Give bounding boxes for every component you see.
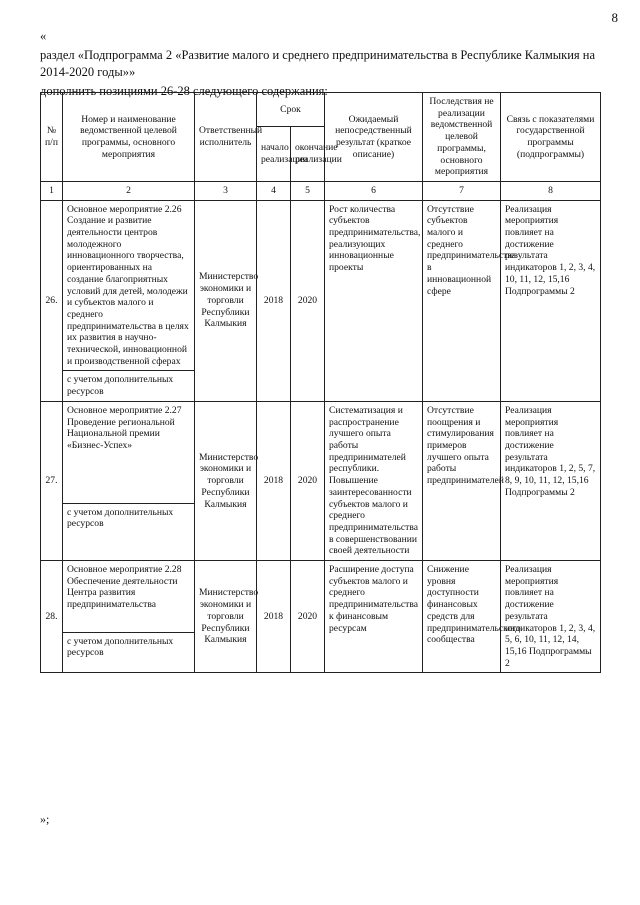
header-executor: Ответственный исполнитель [195,93,257,182]
intro-open-quote: « [40,29,47,43]
executor: Министерство экономики и торговли Республики Калмыкия [195,401,257,560]
start-year: 2018 [257,561,291,673]
additional-resources: с учетом дополнительных ресурсов [63,503,195,560]
end-year: 2020 [291,401,325,560]
expected-result: Систематизация и распространение лучшего опыта работы предпринимателей республики. Повышение заинтересованности субъектов малого и среднего предпринимательства в совершенствовании своей деятельности [325,401,423,560]
measure-name: Основное мероприятие 2.26 Создание и развитие деятельности центров молодежного инновационного творчества, ориентированных на создание благоприятных условий для детей, молодежи и субъектов малого и среднего предпринимательства в целях их развития в научно-технической, инновационной и производственной сферах [63,200,195,371]
header-name: Номер и наименование ведомственной целевой программы, основного мероприятия [63,93,195,182]
consequence: Отсутствие поощрения и стимулирования примеров лучшего опыта работы предпринимателей [423,401,501,560]
closing-quote: »; [40,812,50,826]
consequence: Отсутствие субъектов малого и среднего предпринимательства в инновационной сфере [423,200,501,401]
colnum-3: 3 [195,181,257,200]
header-link: Связь с показателями государственной программы (подпрограммы) [501,93,601,182]
colnum-8: 8 [501,181,601,200]
row-number: 28. [41,561,63,673]
header-start: начало реализации [257,126,291,181]
header-row [41,93,601,127]
measures-table [40,92,601,673]
intro-text [40,28,600,102]
executor: Министерство экономики и торговли Республики Калмыкия [195,561,257,673]
table-row [41,401,601,503]
colnum-6: 6 [325,181,423,200]
end-year: 2020 [291,200,325,401]
header-result: Ожидаемый непосредственный результат (краткое описание) [325,93,423,182]
consequence: Снижение уровня доступности финансовых средств для предпринимательского сообщества [423,561,501,673]
start-year: 2018 [257,401,291,560]
intro-line-2: дополнить позициями 26-28 следующего содержания: [40,83,328,98]
header-consequence: Последствия не реализации ведомственной целевой программы, основного мероприятия [423,93,501,182]
row-number: 27. [41,401,63,560]
table-row [41,561,601,633]
expected-result: Расширение доступа субъектов малого и среднего предпринимательства к финансовым ресурсам [325,561,423,673]
colnum-7: 7 [423,181,501,200]
intro-line-1: раздел «Подпрограмма 2 «Развитие малого и среднего предпринимательства в Республике Калмыкия на 2014-2020 годы»» [40,47,596,79]
colnum-5: 5 [291,181,325,200]
column-number-row [41,181,601,200]
colnum-4: 4 [257,181,291,200]
colnum-1: 1 [41,181,63,200]
additional-resources: с учетом дополнительных ресурсов [63,632,195,673]
header-term: Срок [257,93,325,127]
indicator-link: Реализация мероприятия повлияет на достижение результата индикаторов 1, 2, 3, 4, 5, 6, 10, 11, 12, 14, 15,16 Подпрограммы 2 [501,561,601,673]
start-year: 2018 [257,200,291,401]
header-num: № п/п [41,93,63,182]
table-row [41,200,601,371]
additional-resources: с учетом дополнительных ресурсов [63,371,195,401]
measure-name: Основное мероприятие 2.28 Обеспечение деятельности Центра развития предпринимательства [63,561,195,633]
indicator-link: Реализация мероприятия повлияет на достижение результата индикаторов 1, 2, 5, 7, 8, 9, 10, 11, 12, 15,16 Подпрограммы 2 [501,401,601,560]
end-year: 2020 [291,561,325,673]
expected-result: Рост количества субъектов предпринимательства, реализующих инновационные проекты [325,200,423,401]
measure-name: Основное мероприятие 2.27 Проведение региональной Национальной премии «Бизнес-Успех» [63,401,195,503]
colnum-2: 2 [63,181,195,200]
header-end: окончание реализации [291,126,325,181]
executor: Министерство экономики и торговли Республики Калмыкия [195,200,257,401]
row-number: 26. [41,200,63,401]
indicator-link: Реализация мероприятия повлияет на достижение результата индикаторов 1, 2, 3, 4, 10, 11, 12, 15,16 Подпрограммы 2 [501,200,601,401]
page-number: 8 [611,10,618,25]
